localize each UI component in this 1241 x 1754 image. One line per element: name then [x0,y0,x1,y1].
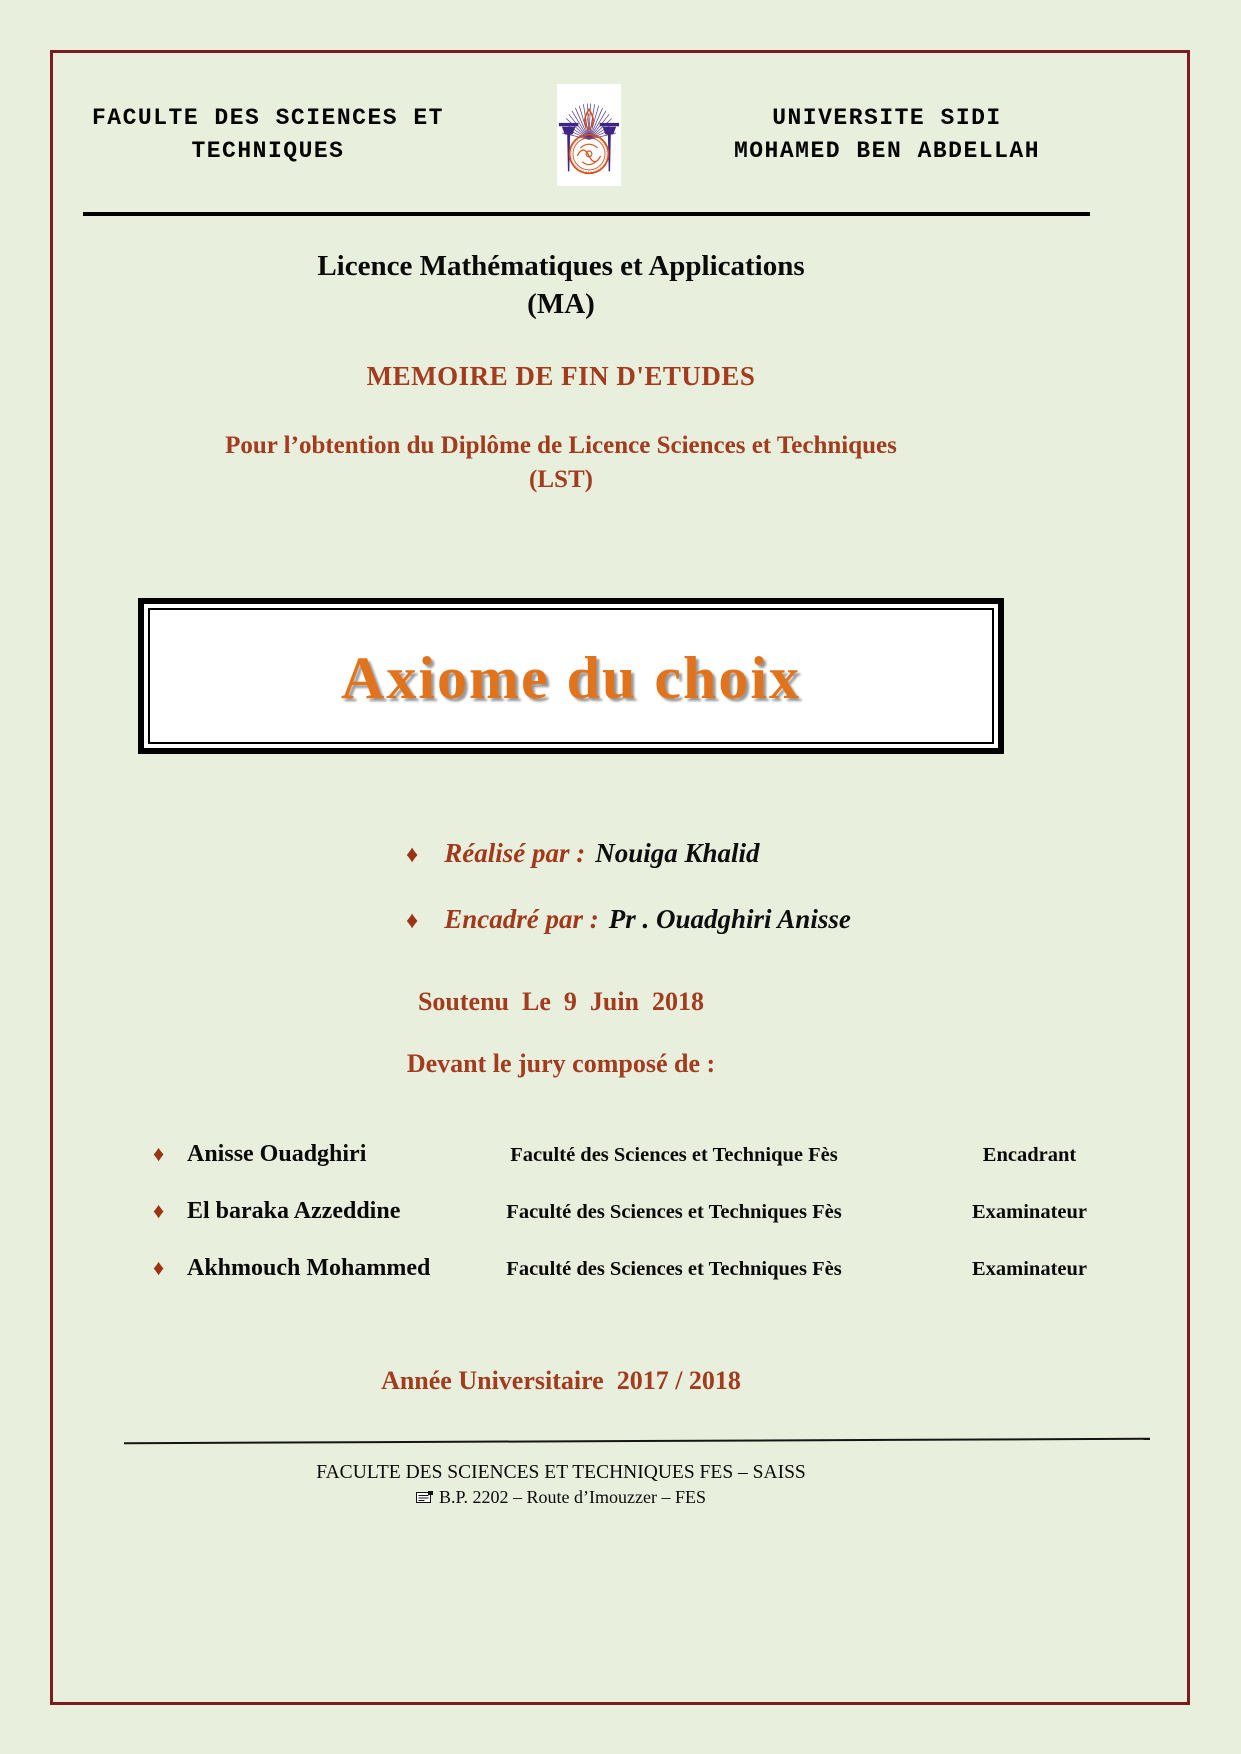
author-name: Nouiga Khalid [595,837,760,868]
diploma-heading [86,429,1036,498]
footer-divider [124,1437,1150,1443]
diamond-bullet-icon: ♦ [153,1254,165,1280]
diamond-bullet-icon: ♦ [406,907,419,934]
mail-icon [416,1491,433,1504]
supervisor-name: Pr . Ouadghiri Anisse [608,903,851,934]
header [50,50,1190,186]
thesis-title-box-inner [148,608,994,744]
jury-member-role: Examinateur [971,1257,1088,1280]
bylines [406,838,1190,935]
jury-member-affiliation: Faculté des Sciences et Techniques Fès [506,1257,842,1280]
jury-member-role: Examinateur [971,1200,1088,1223]
faculty-name-line1: FACULTE DES SCIENCES ET [92,104,444,131]
encadre-line [406,904,1190,935]
jury-member-affiliation: Faculté des Sciences et Technique Fès [510,1143,838,1166]
jury-list [50,1141,1190,1282]
jury-member-name: El baraka Azzeddine [187,1197,401,1224]
jury-member-name: Akhmouch Mohammed [187,1254,431,1281]
university-name-line2: MOHAMED BEN ABDELLAH [733,138,1040,164]
encadre-label: Encadré par : [444,903,599,934]
faculty-name [92,102,444,169]
jury-member-affiliation: Faculté des Sciences et Techniques Fès [506,1200,842,1223]
program-title-line1: Licence Mathématiques et Applications [317,250,805,282]
footer [86,1462,1036,1508]
jury-member-name: Anisse Ouadghiri [187,1140,367,1167]
footer-faculty-line: FACULTE DES SCIENCES ET TECHNIQUES FES – SAISS [316,1461,806,1483]
jury-row [153,1255,1170,1282]
university-name-line1: UNIVERSITE SIDI [772,104,1002,131]
thesis-title-box [138,598,1004,754]
university-name [734,102,1040,169]
cover-page [50,50,1190,1705]
thesis-title: Axiome du choix [340,645,802,712]
jury-member-role: Encadrant [982,1143,1077,1166]
program-title-line2: (MA) [527,288,595,321]
academic-year: Année Universitaire 2017 / 2018 [381,1365,741,1395]
diamond-bullet-icon: ♦ [406,841,419,868]
program-title [86,247,1036,324]
jury-row [153,1198,1170,1225]
diploma-heading-line2: (LST) [529,466,593,494]
diamond-bullet-icon: ♦ [153,1140,165,1166]
jury-heading: Devant le jury composé de : [406,1048,716,1078]
diploma-heading-line1: Pour l’obtention du Diplôme de Licence Sciences et Techniques [225,431,897,459]
defense-date: Soutenu Le 9 Juin 2018 [417,986,705,1016]
jury-row [153,1141,1170,1168]
faculty-name-line2: TECHNIQUES [191,138,345,164]
footer-address-line [86,1487,1036,1508]
university-emblem-logo [557,84,621,186]
diamond-bullet-icon: ♦ [153,1197,165,1223]
realise-line [406,838,1190,869]
memoire-heading: MEMOIRE DE FIN D'ETUDES [366,360,756,391]
footer-address-text: B.P. 2202 – Route d’Imouzzer – FES [439,1486,706,1507]
realise-label: Réalisé par : [444,837,586,868]
header-divider [83,212,1090,216]
